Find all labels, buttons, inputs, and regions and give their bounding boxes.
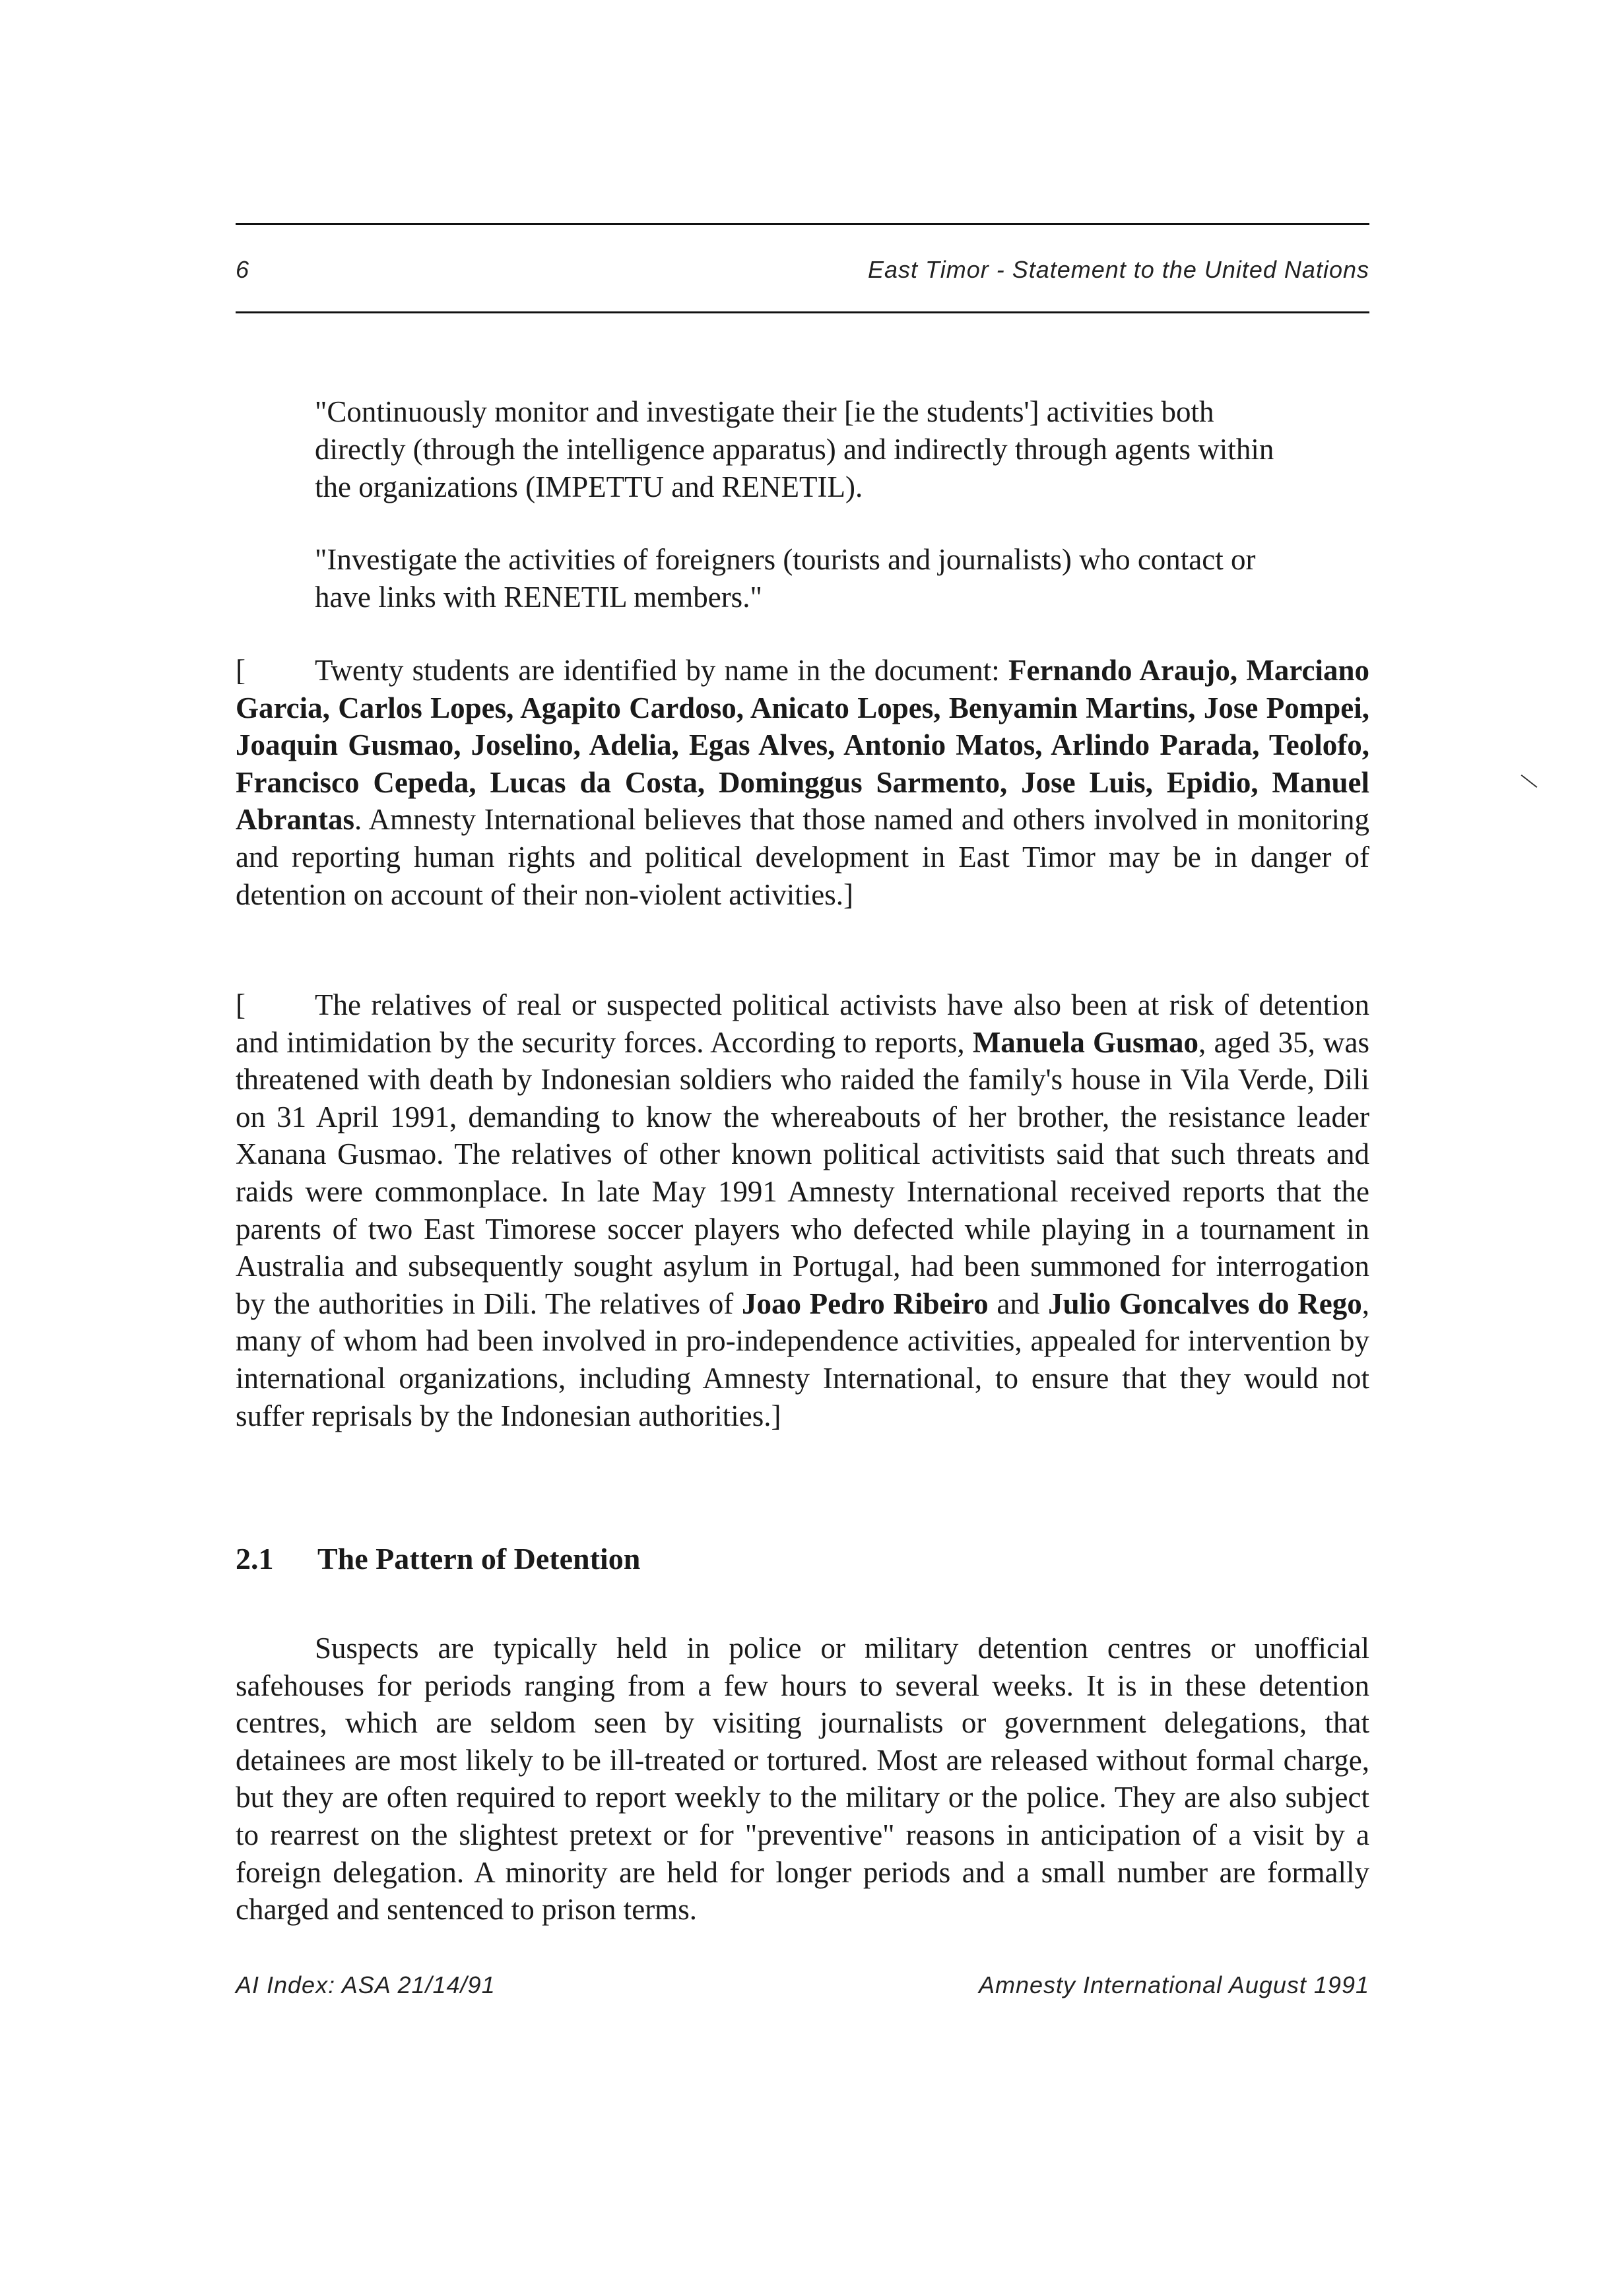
section-heading [236, 1541, 640, 1576]
paragraph-relatives [236, 986, 1369, 1434]
running-title: East Timor - Statement to the United Nations [868, 256, 1369, 283]
bracket-open: [ [236, 988, 246, 1021]
section-number: 2.1 [236, 1542, 274, 1576]
paragraph-relatives-text-1: The relatives of real or suspected political activists have also been at risk of detention and intimidation by the security forces. According to reports, [236, 988, 1369, 1059]
quote-1: "Continuously monitor and investigate their [ie the students'] activities both directly (through the intelligence apparatus) and indirectly through agents within the organizations (IMPETTU and RENETIL). [315, 395, 1274, 503]
footer-index: AI Index: ASA 21/14/91 [236, 1971, 496, 1998]
paragraph-relatives-text-4: , many of whom had been involved in pro-independence activities, appealed for intervention by international organizations, including Amnesty International, to ensure that they would not suffer reprisals by the Indonesian authorities.] [236, 1287, 1369, 1432]
student-names: Fernando Araujo, Marciano Garcia, Carlos Lopes, Agapito Cardoso, Anicato Lopes, Benyamin Martins, Jose Pompei, Joaquin Gusmao, Joselino, Adelia, Egas Alves, Antonio Matos, Arlindo Parada, Teolofo, Francisco Cepeda, Lucas da Costa, Dominggus Sarmento, Jose Luis, Epidio, Manuel Abrantas [236, 654, 1369, 837]
bracket-open: [ [236, 654, 246, 687]
quote-2: "Investigate the activities of foreigners (tourists and journalists) who contact or have links with RENETIL members." [315, 543, 1256, 614]
header-rule-bottom [236, 311, 1369, 313]
paragraph-relatives-text-2: , aged 35, was threatened with death by Indonesian soldiers who raided the family's house in Vila Verde, Dili on 31 April 1991, demanding to know the whereabouts of her brother, the resistance leader Xanana Gusmao. The relatives of other known political activitists said that such threats and raids were commonplace. In late May 1991 Amnesty International received reports that the parents of two East Timorese soccer players who defected while playing in a tournament in Australia and subsequently sought asylum in Portugal, had been summoned for interrogation by the authorities in Dili. The relatives of [236, 1025, 1370, 1320]
paragraph-detention [236, 1630, 1369, 1929]
section-title: The Pattern of Detention [317, 1542, 641, 1576]
paragraph-students [236, 652, 1369, 913]
paragraph-detention-text: Suspects are typically held in police or military detention centres or unofficial safehouses for periods ranging from a few hours to several weeks. It is in these detention centres, which are seldom seen by visiting journalists or government delegations, that detainees are most likely to be ill-treated or tortured. Most are released without formal charge, but they are often required to report weekly to the military or the police. They are also subject to rearrest on the slightest pretext or for "preventive" reasons in anticipation of a visit by a foreign delegation. A minority are held for longer periods and a small number are formally charged and sentenced to prison terms. [236, 1632, 1369, 1927]
page-number: 6 [236, 256, 250, 283]
paragraph-relatives-text-3: and [988, 1287, 1049, 1320]
footer-publisher: Amnesty International August 1991 [978, 1971, 1369, 1998]
paragraph-students-intro: Twenty students are identified by name in the document: [315, 654, 1009, 687]
name-manuela-gusmao: Manuela Gusmao [972, 1025, 1199, 1059]
paragraph-students-rest: . Amnesty International believes that those named and others involved in monitoring and reporting human rights and political development in East Timor may be in danger of detention on account of their non-violent activities.] [236, 803, 1369, 911]
name-joao-pedro-ribeiro: Joao Pedro Ribeiro [741, 1287, 989, 1320]
name-julio-goncalves-do-rego: Julio Goncalves do Rego [1048, 1287, 1362, 1320]
header-rule-top [236, 223, 1369, 225]
stray-mark [1521, 775, 1538, 788]
